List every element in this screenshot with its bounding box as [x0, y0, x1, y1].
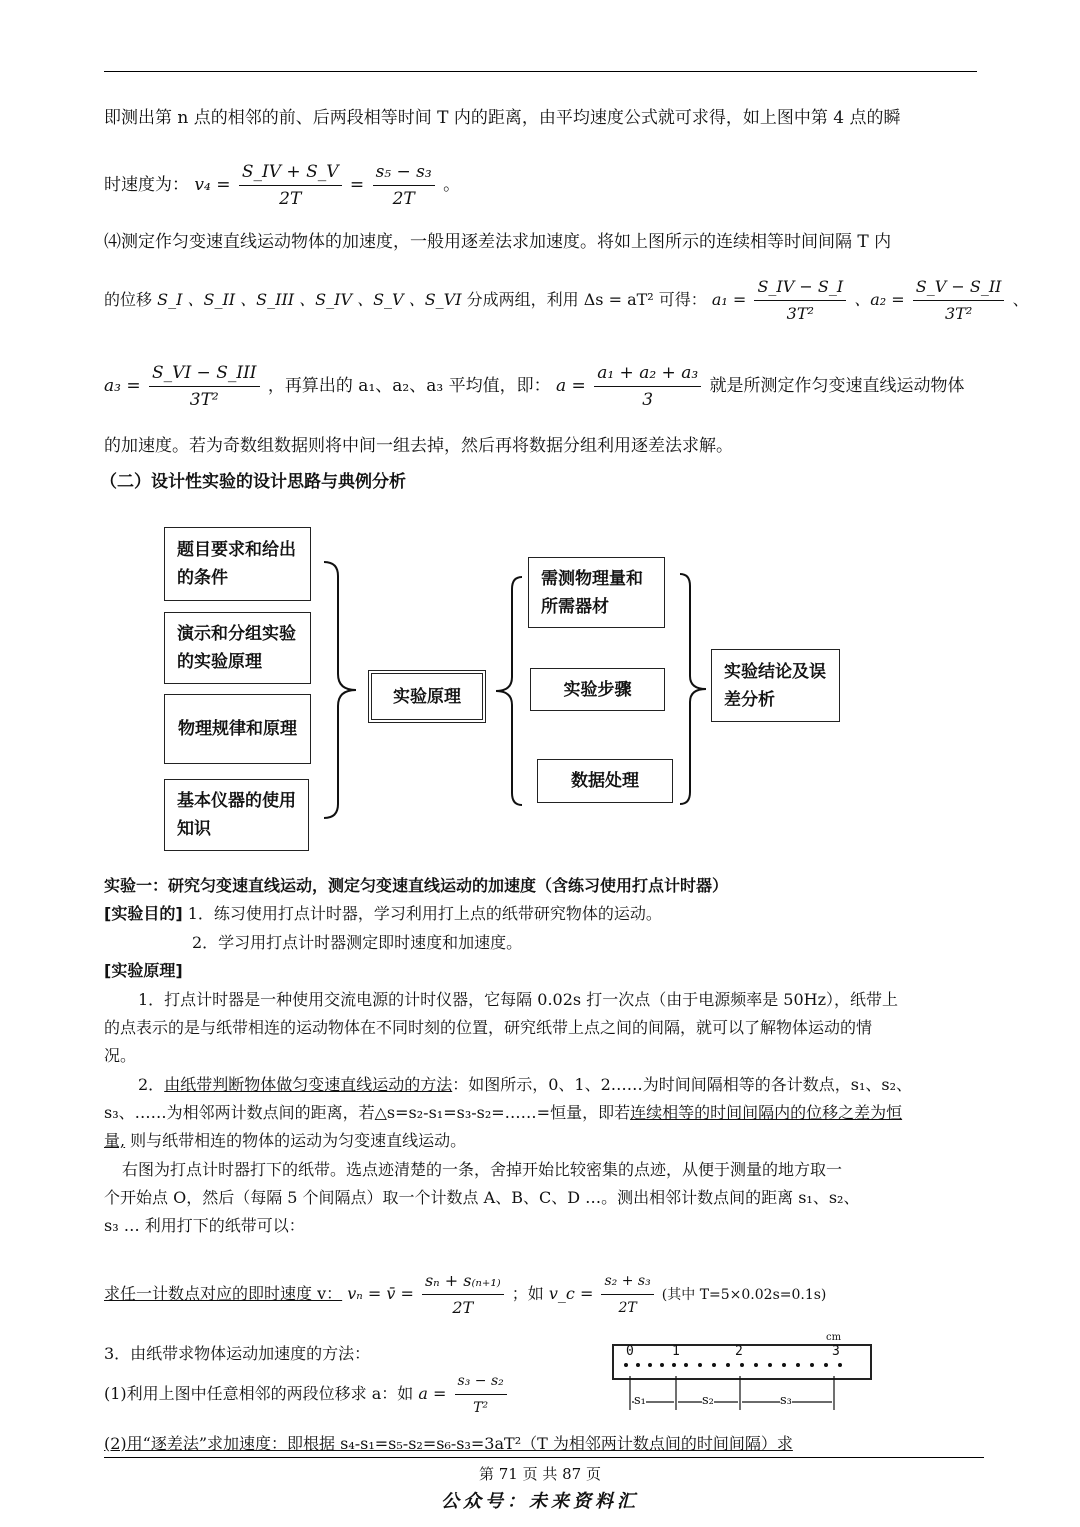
segment-s1: s₁ — [634, 1393, 646, 1408]
tick-3: 3 — [832, 1344, 840, 1359]
paragraph-1: 即测出第 n 点的相邻的前、后两段相等时间 T 内的距离，由平均速度公式就可求得，如上图中第 4 点的瞬 — [104, 108, 901, 128]
box-requirements: 题目要求和给出的条件 — [164, 527, 311, 601]
a2-num: S_V − S_II — [913, 274, 1005, 301]
a3-num: S_VI − S_III — [149, 360, 259, 387]
purpose-text-1: 1．练习使用打点计时器，学习利用打上点的纸带研究物体的运动。 — [182, 904, 662, 923]
a-lhs: a = — [555, 376, 586, 396]
tape-dot — [726, 1363, 730, 1367]
v4-num-1: S_IV + S_V — [239, 159, 342, 186]
displacement-mid: 分成两组，利用 Δs = aT² 可得： — [466, 290, 707, 309]
pr3-1-fraction — [455, 1368, 507, 1421]
acceleration-line-2 — [104, 358, 976, 414]
principle-2-line-2 — [104, 1099, 976, 1127]
principle-label: [实验原理] — [104, 961, 183, 980]
v4-formula-line — [104, 158, 976, 212]
footer-rule — [104, 1457, 984, 1458]
paragraph-6: 的加速度。若为奇数组数据则将中间一组去掉，然后再将数据分组利用逐差法求解。 — [104, 436, 733, 456]
a3-den: 3T² — [189, 390, 219, 410]
a1-num: S_IV − S_I — [754, 274, 846, 301]
tape-segment-lines — [612, 1376, 872, 1416]
tape-dot — [838, 1363, 842, 1367]
v4-num-2: s₅ − s₃ — [373, 159, 435, 186]
a2-fraction — [913, 274, 1005, 327]
page-number: 第 71 页 共 87 页 — [478, 1465, 601, 1483]
pr3-1-den: T² — [473, 1400, 489, 1416]
principle-3-1-line — [104, 1368, 510, 1421]
purpose-label: [实验目的] — [104, 904, 183, 923]
average-mid: ，再算出的 a₁、a₂、a₃ 平均值，即： — [267, 376, 551, 396]
segment-s2: s₂ — [702, 1393, 714, 1408]
tape-dot — [660, 1363, 664, 1367]
tape-dot — [824, 1363, 828, 1367]
tape-dot — [754, 1363, 758, 1367]
purpose-line-1 — [104, 900, 976, 928]
left-brace — [312, 560, 362, 820]
segment-s3: s₃ — [780, 1393, 792, 1408]
velocity-formula-line — [104, 1264, 976, 1325]
vc-num: s₂ + s₃ — [601, 1268, 653, 1295]
principle-2-line-3 — [104, 1127, 976, 1155]
a3-fraction — [149, 360, 259, 413]
a2-end: 、 — [1012, 290, 1029, 309]
principle-2-text-2: s₃、……为相邻两计数点间的距离，若△s=s₂-s₁=s₃-s₂=……=恒量，即若 — [104, 1103, 631, 1122]
principle-2-text-3: 则与纸带相连的物体的运动为匀变速直线运动。 — [125, 1131, 467, 1150]
v4-lhs: v₄ = — [194, 175, 231, 195]
a3-lhs: a₃ = — [104, 376, 141, 396]
tape-text-line-2: 个开始点 O，然后（每隔 5 个间隔点）取一个计数点 A、B、C、D …。测出相邻计数点间的距离 s₁、s₂、 — [104, 1188, 860, 1207]
tape-dot — [712, 1363, 716, 1367]
acceleration-line-1 — [104, 272, 1029, 328]
vn-lhs: vₙ = v̄ = — [347, 1284, 414, 1303]
vn-fraction — [422, 1268, 504, 1321]
tape-dot — [796, 1363, 800, 1367]
tape-dot — [698, 1363, 702, 1367]
tick-0: 0 — [626, 1344, 634, 1359]
average-suffix: 就是所测定作匀变速直线运动物体 — [709, 376, 965, 396]
v4-den-1: 2T — [279, 189, 302, 209]
tape-unit-label: cm — [826, 1332, 842, 1343]
tape-dot — [672, 1363, 676, 1367]
tape-dot — [768, 1363, 772, 1367]
a1-lhs: a₁ = — [711, 290, 747, 309]
principle-1-line-1: 1．打点计时器是一种使用交流电源的计时仪器，它每隔 0.02s 打一次点（由于电源频率是 50Hz），纸带上 — [138, 990, 899, 1009]
vc-mid: ；如 — [511, 1284, 544, 1303]
a-num: a₁ + a₂ + a₃ — [594, 360, 701, 387]
a2-lhs: 、a₂ = — [854, 290, 905, 309]
a2-den: 3T² — [945, 304, 973, 323]
box-data-processing: 数据处理 — [537, 759, 673, 803]
displacement-prefix: 的位移 — [104, 290, 153, 309]
tape-text-line-3: s₃ … 利用打下的纸带可以： — [104, 1216, 305, 1235]
pr3-1-lhs: a = — [418, 1384, 447, 1403]
tape-dot — [740, 1363, 744, 1367]
tape-dot — [782, 1363, 786, 1367]
a1-fraction — [754, 274, 846, 327]
tape-dot — [648, 1363, 652, 1367]
velocity-text: 求任一计数点对应的即时速度 v： — [104, 1284, 343, 1303]
principle-1-line-3: 况。 — [104, 1046, 137, 1065]
tape-dot — [624, 1363, 628, 1367]
source-watermark: 公众号：未来资料汇 — [441, 1491, 639, 1512]
vc-fraction — [601, 1268, 653, 1321]
v4-prefix: 时速度为： — [104, 175, 189, 195]
pr3-1-num: s₃ − s₂ — [455, 1368, 507, 1395]
vc-lhs: v_c = — [548, 1284, 594, 1303]
a1-den: 3T² — [786, 304, 814, 323]
principle-2-underlined-2: 量, — [104, 1131, 126, 1150]
principle-2-number: 2． — [138, 1075, 165, 1094]
principle-2-line-1 — [138, 1071, 976, 1099]
box-principle-center: 实验原理 — [371, 673, 483, 720]
right-brace — [674, 572, 714, 806]
vn-num: sₙ + s₍ₙ₊₁₎ — [422, 1268, 504, 1295]
header-rule — [104, 71, 977, 72]
middle-brace — [490, 575, 526, 807]
v4-den-2: 2T — [392, 189, 415, 209]
a-den: 3 — [642, 390, 654, 410]
experiment-title: 实验一：研究匀变速直线运动，测定匀变速直线运动的加速度（含练习使用打点计时器） — [104, 876, 729, 895]
a-fraction — [594, 360, 701, 413]
tape-dot — [810, 1363, 814, 1367]
v4-end: 。 — [443, 175, 461, 195]
box-measurements: 需测物理量和所需器材 — [528, 557, 665, 628]
principle-2-text-1: ：如图所示，0、1、2……为时间间隔相等的各计数点，s₁、s₂、 — [452, 1075, 912, 1094]
box-steps: 实验步骤 — [530, 668, 665, 711]
box-physical-laws: 物理规律和原理 — [164, 694, 311, 764]
v4-equals: = — [349, 175, 365, 195]
purpose-line-2: 2．学习用打点计时器测定即时速度和加速度。 — [192, 933, 523, 952]
box-demo-principles: 演示和分组实验的实验原理 — [164, 612, 311, 684]
paragraph-3: ⑷测定作匀变速直线运动物体的加速度，一般用逐差法求加速度。将如上图所示的连续相等时间间隔 T 内 — [104, 232, 892, 252]
principle-3: 3．由纸带求物体运动加速度的方法： — [104, 1344, 371, 1363]
principle-1-line-2: 的点表示的是与纸带相连的运动物体在不同时刻的位置，研究纸带上点之间的间隔，就可以了解物体运动的情 — [104, 1018, 873, 1037]
v4-fraction-1 — [239, 159, 342, 212]
tape-dot — [684, 1363, 688, 1367]
tape-dot — [636, 1363, 640, 1367]
box-instruments: 基本仪器的使用知识 — [164, 779, 309, 851]
principle-3-2: (2)用“逐差法”求加速度：即根据 s₄-s₁=s₅-s₂=s₆-s₃=3aT²（T 为相邻两计数点间的时间间隔）求 — [104, 1434, 793, 1453]
principle-2-heading: 由纸带判断物体做匀变速直线运动的方法 — [164, 1075, 453, 1094]
tape-text-line-1: 右图为打点计时器打下的纸带。选点迹清楚的一条，舍掉开始比较密集的点迹，从便于测量的地方取一 — [122, 1160, 843, 1179]
principle-2-underlined-1: 连续相等的时间间隔内的位移之差为恒 — [630, 1103, 903, 1122]
v4-fraction-2 — [373, 159, 435, 212]
principle-3-1-text: (1)利用上图中任意相邻的两段位移求 a：如 — [104, 1384, 414, 1403]
vc-note: (其中 T=5×0.02s=0.1s) — [661, 1287, 827, 1303]
tick-1: 1 — [672, 1344, 680, 1359]
vn-den: 2T — [452, 1298, 474, 1317]
displacement-list: S_I 、S_II 、S_III 、S_IV 、S_V 、S_VI — [157, 290, 462, 309]
vc-den: 2T — [618, 1300, 637, 1316]
box-conclusion: 实验结论及误差分析 — [711, 649, 840, 722]
tick-2: 2 — [735, 1344, 743, 1359]
section-title: （二）设计性实验的设计思路与典例分析 — [100, 472, 406, 492]
